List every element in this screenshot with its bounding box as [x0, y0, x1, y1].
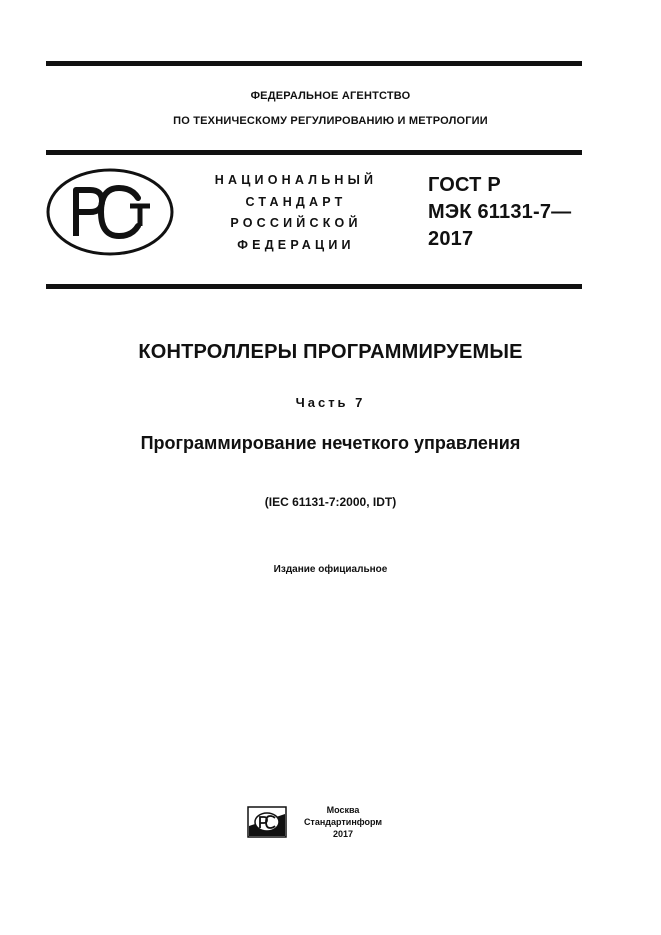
publisher-year: 2017 — [332, 829, 354, 839]
document-subtitle: Программирование нечеткого управления — [140, 433, 521, 453]
iec-reference: (IEC 61131-7:2000, IDT) — [264, 495, 397, 509]
agency-line-2: ПО ТЕХНИЧЕСКОМУ РЕГУЛИРОВАНИЮ И МЕТРОЛОГИИ — [173, 115, 488, 127]
national-standard-line: СТАНДАРТ — [245, 194, 347, 209]
designation-line: МЭК 61131-7— — [428, 201, 572, 223]
edition-note: Издание официальное — [273, 564, 388, 575]
agency-line-1: ФЕДЕРАЛЬНОЕ АГЕНТСТВО — [250, 90, 411, 102]
publisher-name: Стандартинформ — [303, 817, 383, 827]
document-part: Часть 7 — [295, 395, 366, 410]
designation-line: 2017 — [428, 228, 474, 250]
designation-rule — [46, 284, 582, 289]
national-standard-line: РОССИЙСКОЙ — [230, 216, 362, 230]
national-standard-line: НАЦИОНАЛЬНЫЙ — [214, 173, 378, 187]
standard-designation — [428, 172, 628, 253]
top-rule — [46, 61, 582, 66]
national-standard-line: ФЕДЕРАЦИИ — [237, 237, 355, 252]
publisher-block — [293, 804, 393, 840]
publisher-city: Москва — [326, 805, 360, 815]
designation-line: ГОСТ Р — [428, 174, 501, 196]
header-rule — [46, 150, 582, 155]
standartinform-logo-icon — [247, 806, 287, 838]
rst-certification-mark-icon — [46, 168, 174, 256]
document-title: КОНТРОЛЛЕРЫ ПРОГРАММИРУЕМЫЕ — [138, 341, 523, 363]
national-standard-block — [196, 170, 396, 256]
